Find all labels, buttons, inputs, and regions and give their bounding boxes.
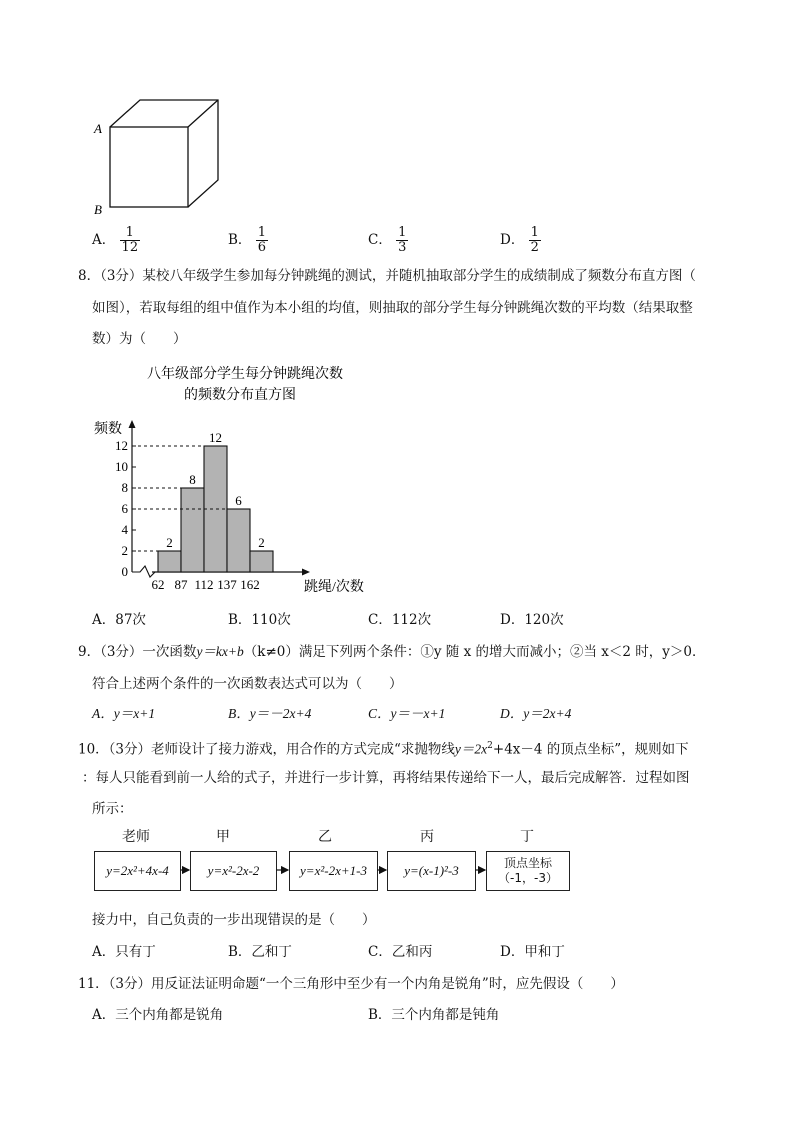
q8-option-a[interactable]: A．87次 [92,612,146,628]
q8-line-1: 8．（3分）某校八年级学生参加每分钟跳绳的测试，并随机抽取部分学生的成绩制成了频数分布直方图（ [78,268,696,284]
head-jia: 甲 [216,829,230,845]
relay-box-ding: 顶点坐标 （-1，-3） [486,851,570,891]
q9-option-c[interactable]: C．y＝－x+1 [368,706,446,721]
y-tick-label: 0 [121,564,128,579]
q10-line-3: 所示： [92,801,133,817]
q9-option-b[interactable]: B．y＝－2x+4 [228,706,312,721]
q10-option-b[interactable]: B．乙和丁 [228,944,292,960]
chart-xlabel: 跳绳/次数 [304,580,364,595]
relay-box-jia: y=x²-2x-2 [190,851,277,891]
q8-option-d[interactable]: D．120次 [500,612,564,628]
q11-option-a[interactable]: A．三个内角都是锐角 [92,1007,224,1023]
bar-value-label: 6 [235,493,242,508]
x-tick-label: 162 [240,577,260,592]
head-yi: 乙 [318,829,332,845]
q11-option-b[interactable]: B．三个内角都是钝角 [368,1007,500,1023]
cube-label-a: A [94,121,102,136]
y-tick-label: 4 [121,522,128,537]
chart-subtitle: 的频数分布直方图 [184,388,296,403]
bar-value-label: 12 [209,430,222,445]
q10-line-2: ：每人只能看到前一人给的式子，并进行一步计算，再将结果传递给下一人，最后完成解答．过程如图 [82,770,690,786]
q8-option-c[interactable]: C．112次 [368,612,432,628]
q7-option-d[interactable]: D． $\frac{1}{2}$ [500,225,539,255]
q8-line-2: 如图），若取每组的组中值作为本小组的均值，则抽取的部分学生每分钟跳绳次数的平均数（结果取整 [92,300,693,316]
y-tick-label: 8 [121,480,128,495]
y-tick-label: 10 [115,459,128,474]
relay-box-bing: y=(x-1)²-3 [387,851,476,891]
q10-question: 接力中，自己负责的一步出现错误的是（ ） [92,912,376,928]
q11-line-1: 11．（3分）用反证法证明命题“一个三角形中至少有一个内角是锐角”时，应先假设（ ） [78,976,624,992]
q10-line-1: 10．（3分）老师设计了接力游戏，用合作的方式完成“求抛物线$y=2x^2+4x-4$ 的顶点坐标”，规则如下 [78,741,689,758]
q7-option-a[interactable]: A． $\frac{1}{12}$ [92,225,139,255]
head-bing: 丙 [420,829,434,845]
relay-box-yi: y=x²-2x+1-3 [289,851,378,891]
x-tick-label: 62 [151,577,165,592]
cube-label-b: B [94,202,102,217]
q9-line-1: 9．（3分）一次函数y＝kx+b（k≠0）满足下列两个条件：①y 随 x 的增大而减小；②当 x＜2 时，y＞0． [78,644,706,660]
q7-option-c[interactable]: C． $\frac{1}{3}$ [368,225,407,255]
relay-box-teacher: y=2x²+4x-4 [94,851,181,891]
bar-value-label: 2 [258,535,265,550]
q9-line-2: 符合上述两个条件的一次函数表达式可以为（ ） [92,676,403,692]
y-tick-label: 6 [121,501,128,516]
x-tick-label: 112 [194,577,214,592]
q8-line-3: 数）为（ ） [92,331,187,347]
bar-value-label: 2 [166,535,173,550]
q7-option-b[interactable]: B． $\frac{1}{6}$ [228,225,266,255]
chart-ylabel: 频数 [94,422,122,437]
y-tick-label: 12 [115,438,128,453]
x-tick-label: 137 [217,577,237,592]
y-tick-label: 2 [121,543,128,558]
chart-title: 八年级部分学生每分钟跳绳次数 [147,367,343,382]
q10-option-c[interactable]: C．乙和丙 [368,944,433,960]
head-teacher: 老师 [122,829,150,845]
x-tick-label: 87 [174,577,188,592]
q9-option-a[interactable]: A．y＝x+1 [92,706,156,721]
q10-option-a[interactable]: A．只有丁 [92,944,156,960]
q10-option-d[interactable]: D．甲和丁 [500,944,565,960]
q9-option-d[interactable]: D．y＝2x+4 [500,706,572,721]
bar-value-label: 8 [189,472,196,487]
q8-option-b[interactable]: B．110次 [228,612,291,628]
head-ding: 丁 [520,829,534,845]
